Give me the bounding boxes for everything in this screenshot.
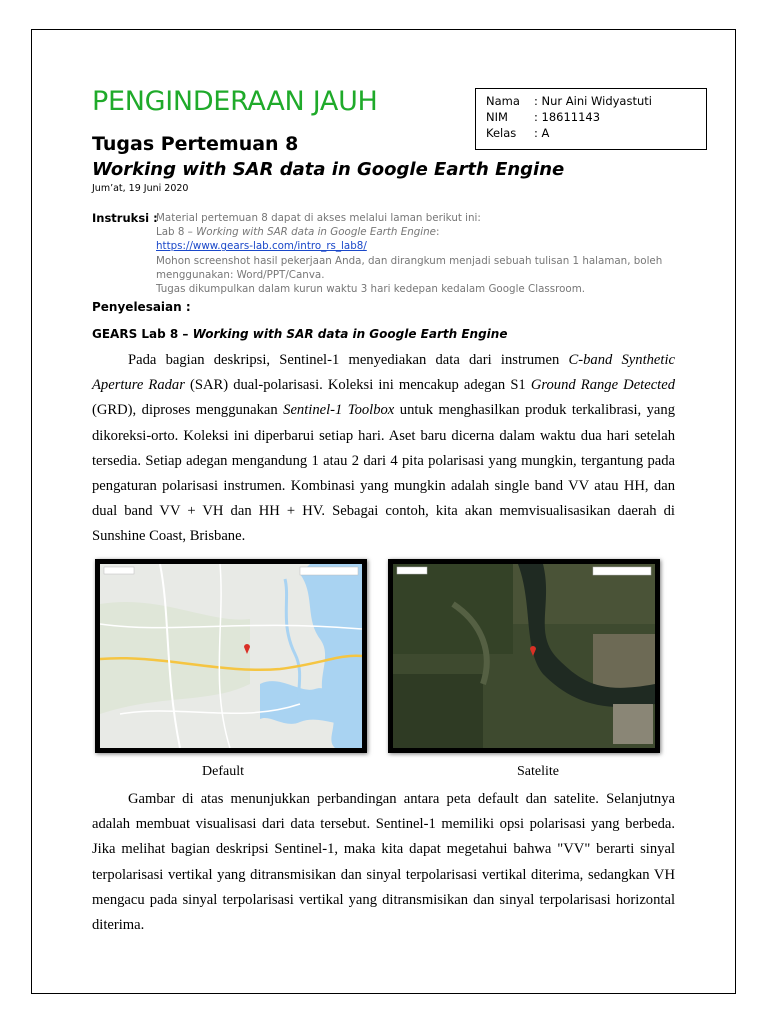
caption-satellite: Satelite bbox=[517, 764, 559, 779]
para1-italic-1: C-band Synthetic Aperture Radar bbox=[92, 352, 676, 394]
instruction-lab-prefix: Lab 8 – bbox=[156, 226, 197, 239]
student-info-box bbox=[475, 88, 707, 150]
document-title: PENGINDERAAN JAUH bbox=[92, 86, 378, 117]
satellite-map-screenshot bbox=[388, 559, 660, 753]
default-map-image bbox=[100, 564, 362, 748]
para1-text-1: Pada bagian deskripsi, Sentinel-1 menyediakan data dari instrumen bbox=[128, 352, 569, 368]
para1-text-4: untuk menghasilkan produk terkalibrasi, yang dikoreksi-orto. Koleksi ini diperbarui setiap hari. Aset baru dicerna dalam waktu dua hari setelah tersedia. Setiap adegan mengandung 1 atau 2 dari 4 pita polarisasi yang mungkin, tergantung pada pengaturan polarisasi instrumen. Kombinasi yang mungkin adalah single band VV atau HH, dan dual band VV + VH dan HH + HV. Sebagai contoh, kita akan memvisualisasikan daerah di Sunshine Coast, Brisbane. bbox=[92, 402, 676, 545]
document-date: Jum’at, 19 Juni 2020 bbox=[92, 183, 189, 194]
paragraph-2: Gambar di atas menunjukkan perbandingan antara peta default dan satelite. Selanjutnya adalah membuat visualisasi dari data tersebut. Sentinel-1 memiliki opsi polarisasi yang berbeda. Jika melihat bagian deskripsi Sentinel-1, maka kita dapat megetahui bahwa "VV" berarti sinyal terpolarisasi vertikal yang ditransmisikan dan sinyal terpolarisasi vertikal diterima, sedangkan VH mengacu pada sinyal terpolarisasi vertikal yang ditransmisikan dan sinyal terpolarisasi horizontal diterima. bbox=[92, 791, 675, 934]
nim-value: : 18611143 bbox=[534, 110, 601, 124]
info-row-class bbox=[486, 125, 706, 141]
info-row-name bbox=[486, 93, 706, 109]
instruction-lab-suffix: : bbox=[436, 226, 440, 239]
instruction-line-4: Tugas dikumpulkan dalam kurun waktu 3 hari kedepan kedalam Google Classroom. bbox=[156, 283, 586, 296]
section-heading bbox=[92, 327, 507, 341]
caption-default: Default bbox=[202, 764, 244, 779]
para1-italic-2: Ground Range Detected bbox=[530, 377, 676, 394]
para1-text-3: (GRD), diproses menggunakan bbox=[92, 402, 284, 419]
default-map-screenshot bbox=[95, 559, 367, 753]
para1-italic-3: Sentinel-1 Toolbox bbox=[283, 402, 395, 419]
para1-text-2: (SAR) dual-polarisasi. Koleksi ini mencakup adegan S1 bbox=[184, 377, 531, 394]
solution-heading: Penyelesaian : bbox=[92, 300, 191, 314]
instruction-line-2 bbox=[156, 225, 676, 239]
assignment-topic: Working with SAR data in Google Earth Engine bbox=[92, 159, 565, 180]
section-heading-prefix: GEARS Lab 8 – bbox=[92, 327, 193, 341]
instruction-line-1: Material pertemuan 8 dapat di akses melalui laman berikut ini: bbox=[156, 212, 481, 224]
instructions-label: Instruksi : bbox=[92, 211, 158, 225]
paragraph-1 bbox=[92, 348, 675, 550]
name-value: : Nur Aini Widyastuti bbox=[534, 94, 652, 108]
nim-label: NIM bbox=[486, 110, 508, 124]
name-label: Nama bbox=[486, 94, 520, 108]
class-value: : A bbox=[534, 126, 550, 140]
lab-link[interactable]: https://www.gears-lab.com/intro_rs_lab8/ bbox=[156, 240, 367, 253]
instruction-lab-title: Working with SAR data in Google Earth Engine bbox=[196, 226, 436, 239]
class-label: Kelas bbox=[486, 126, 517, 140]
info-row-nim bbox=[486, 109, 706, 125]
instruction-line-3: Mohon screenshot hasil pekerjaan Anda, dan dirangkum menjadi sebuah tulisan 1 halaman, boleh menggunakan: Word/PPT/Canva. bbox=[156, 254, 663, 281]
section-heading-title: Working with SAR data in Google Earth Engine bbox=[192, 327, 508, 341]
instructions-body bbox=[156, 211, 676, 296]
assignment-title: Tugas Pertemuan 8 bbox=[92, 133, 299, 155]
satellite-map-image bbox=[393, 564, 655, 748]
